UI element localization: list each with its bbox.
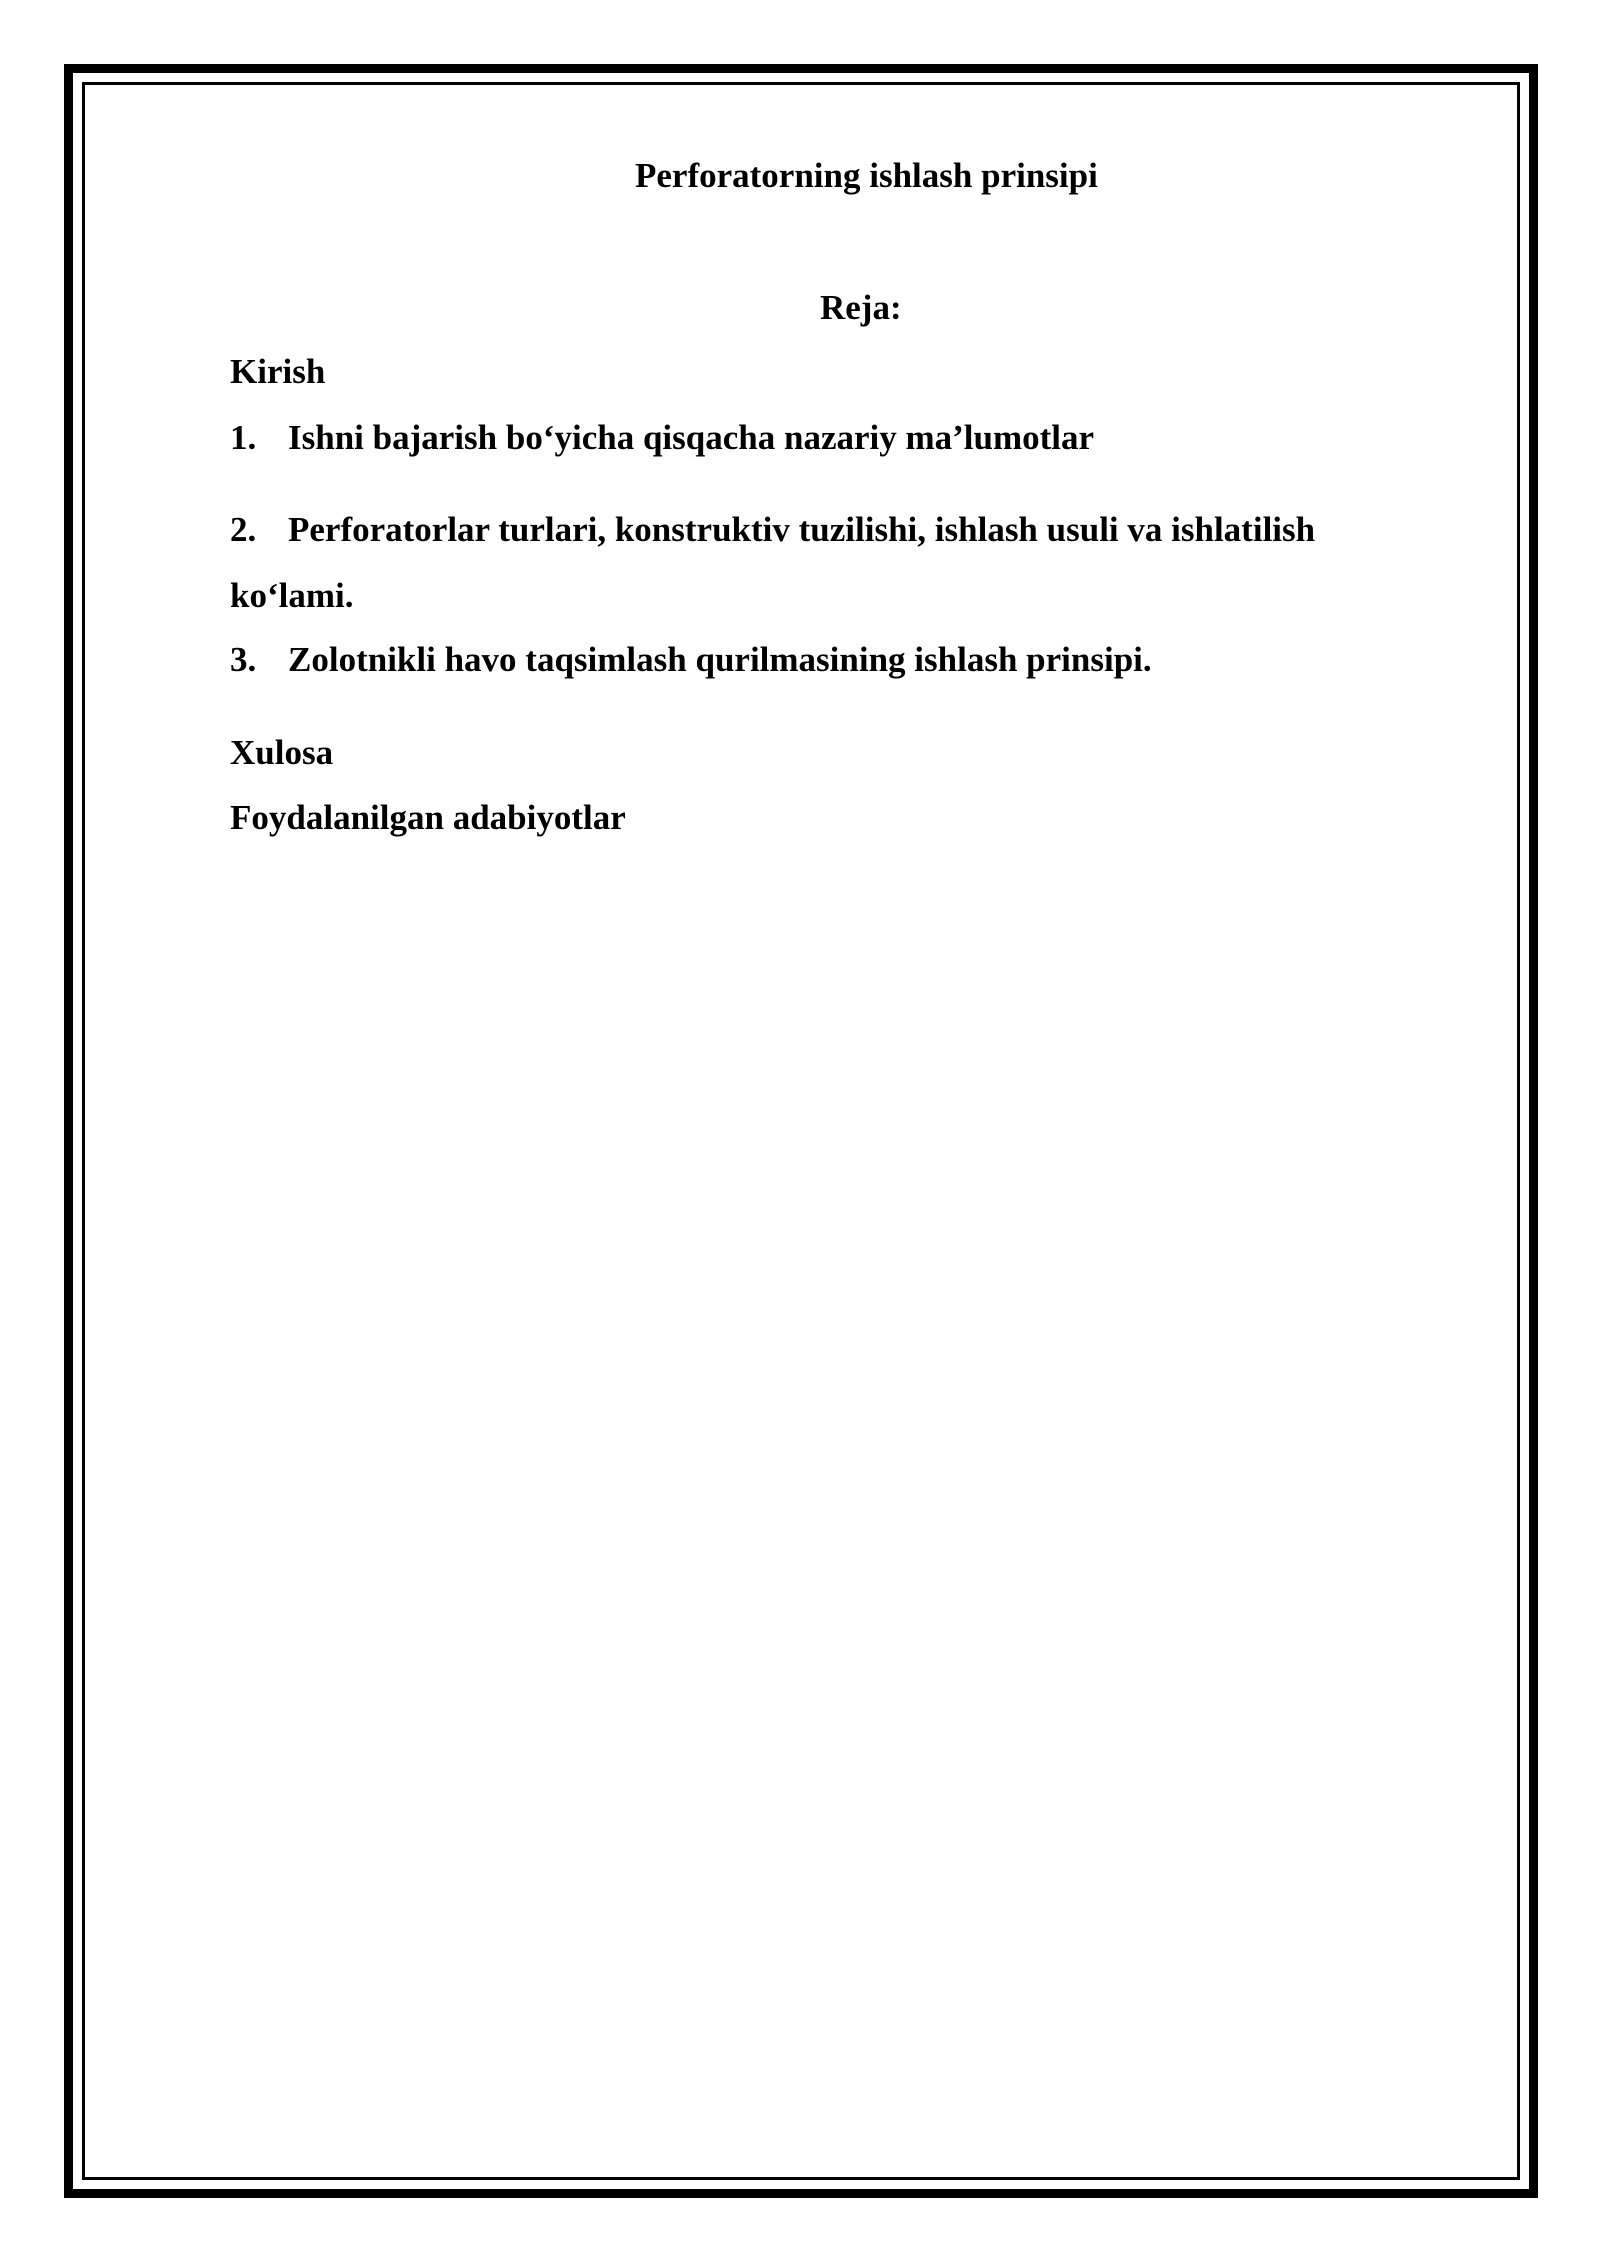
document-title: Perforatorning ishlash prinsipi (635, 156, 1098, 195)
list-item-number: 2. (230, 510, 257, 549)
list-item-text: Perforatorlar turlari, konstruktiv tuzilishi, ishlash usuli va ishlatilish (288, 510, 1316, 549)
page-border-inner (82, 82, 1520, 2180)
list-item (230, 638, 1152, 682)
plan-heading: Reja: (820, 288, 902, 327)
list-item-continuation: ko‘lami. (230, 576, 354, 615)
list-item-text: Zolotnikli havo taqsimlash qurilmasining ishlash prinsipi. (288, 640, 1152, 679)
list-item-text: Ishni bajarish bo‘yicha qisqacha nazariy ma’lumotlar (288, 418, 1095, 457)
list-item-number: 3. (230, 640, 257, 679)
list-item (230, 508, 1315, 552)
list-item (230, 416, 1094, 460)
intro-entry: Kirish (230, 352, 326, 391)
references-entry: Foydalanilgan adabiyotlar (230, 798, 626, 837)
list-item-number: 1. (230, 418, 257, 457)
conclusion-entry: Xulosa (230, 733, 334, 772)
